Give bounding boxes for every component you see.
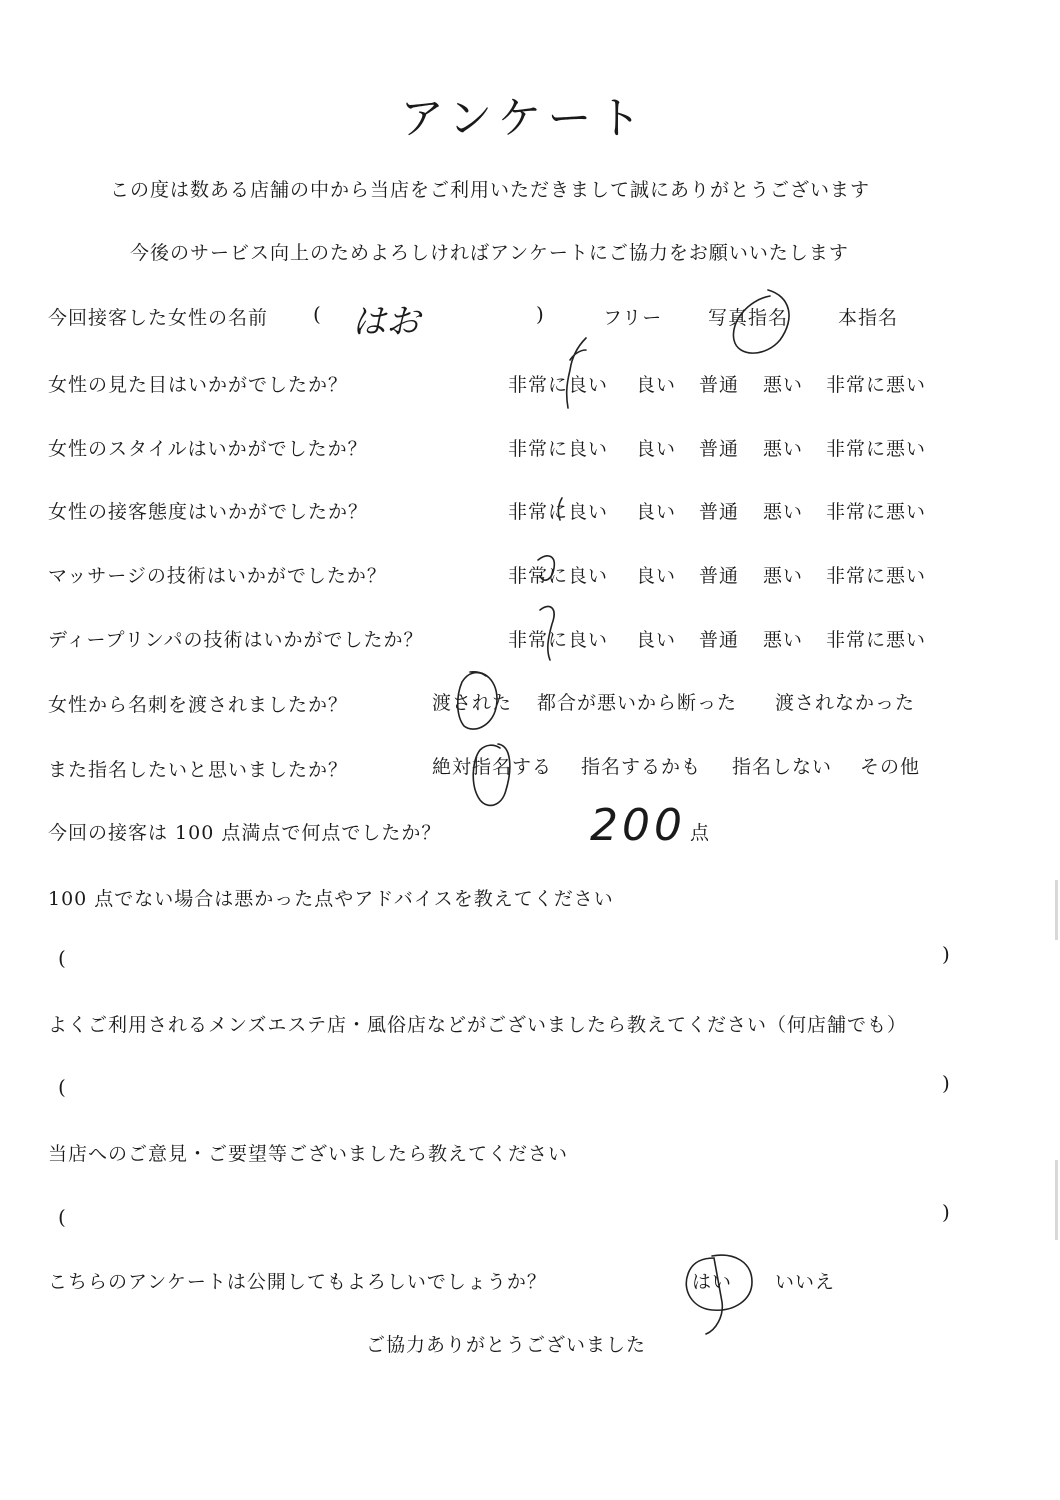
rating-normal: 普通 [699,629,740,651]
card-option-not-received: 渡されなかった [775,692,916,714]
rating-very-bad: 非常に悪い [826,565,927,587]
rating-good: 良い [636,438,677,460]
rating-normal: 普通 [699,374,740,396]
rating-bad: 悪い [763,374,804,396]
repeat-option-maybe: 指名するかも [581,756,702,778]
rating-normal: 普通 [699,565,740,587]
rating-bad: 悪い [763,629,804,651]
option-photo-nomination: 写真指名 [708,307,789,329]
repeat-option-other: その他 [860,756,921,778]
rating-very-bad: 非常に悪い [826,438,927,460]
rating-good: 良い [636,374,677,396]
card-option-declined: 都合が悪いから断った [537,692,738,714]
rating-question-label: マッサージの技術はいかがでしたか？ [48,565,387,587]
opinion-question-label: 当店へのご意見・ご要望等ございましたら教えてください [48,1143,569,1165]
rating-bad: 悪い [763,438,804,460]
name-handwritten-value: はお [352,302,420,342]
rating-good: 良い [636,629,677,651]
score-handwritten-value: 200 [590,800,686,851]
opinion-close-paren: ) [942,1200,950,1224]
publish-option-no: いいえ [775,1271,836,1293]
opinion-open-paren: ( [58,1205,66,1229]
name-open-paren: ( [313,302,321,326]
score-question-label: 今回の接客は 100 点満点で何点でしたか？ [48,822,442,844]
rating-bad: 悪い [763,501,804,523]
rating-bad: 悪い [763,565,804,587]
rating-normal: 普通 [699,438,740,460]
card-option-received: 渡された [432,692,513,714]
rating-very-good: 非常に良い [508,374,609,396]
publish-option-yes: はい [692,1271,733,1293]
other-shops-open-paren: ( [58,1075,66,1099]
closing-message: ご協力ありがとうございました [366,1334,647,1356]
repeat-question-label: また指名したいと思いましたか？ [48,759,349,781]
advice-question-label: 100 点でない場合は悪かった点やアドバイスを教えてください [48,888,614,910]
rating-question-label: 女性のスタイルはいかがでしたか？ [48,438,368,460]
publish-question-label: こちらのアンケートは公開してもよろしいでしょうか？ [48,1271,547,1293]
rating-question-label: 女性の見た目はいかがでしたか？ [48,374,349,396]
rating-very-good: 非常に良い [508,629,609,651]
rating-very-bad: 非常に悪い [826,501,927,523]
option-free: フリー [603,307,663,329]
rating-very-good: 非常に良い [508,565,609,587]
name-close-paren: ) [536,302,544,326]
score-unit: 点 [690,822,711,844]
rating-good: 良い [636,501,677,523]
scan-edge-mark [1055,1160,1058,1240]
name-question-label: 今回接客した女性の名前 [48,307,269,329]
rating-very-bad: 非常に悪い [826,374,927,396]
intro-line-1: この度は数ある店舗の中から当店をご利用いただきまして誠にありがとうございます [110,179,871,201]
rating-very-bad: 非常に悪い [826,629,927,651]
other-shops-question-label: よくご利用されるメンズエステ店・風俗店などがございましたら教えてください（何店舗でも） [48,1014,908,1036]
rating-question-label: ディープリンパの技術はいかがでしたか？ [48,629,424,651]
rating-question-label: 女性の接客態度はいかがでしたか？ [48,501,369,523]
intro-line-2: 今後のサービス向上のためよろしければアンケートにご協力をお願いいたします [130,242,849,264]
survey-title: アンケート [400,93,648,144]
repeat-option-no: 指名しない [732,756,833,778]
rating-very-good: 非常に良い [508,501,609,523]
rating-very-good: 非常に良い [508,438,609,460]
scan-edge-mark [1055,880,1058,940]
card-question-label: 女性から名刺を渡されましたか？ [48,694,349,716]
advice-close-paren: ) [942,942,950,966]
pen-stroke [570,350,586,360]
advice-open-paren: ( [58,946,66,970]
option-main-nomination: 本指名 [838,307,899,329]
repeat-option-definitely: 絶対指名する [432,756,553,778]
rating-good: 良い [636,565,677,587]
other-shops-close-paren: ) [942,1071,950,1095]
rating-normal: 普通 [699,501,740,523]
